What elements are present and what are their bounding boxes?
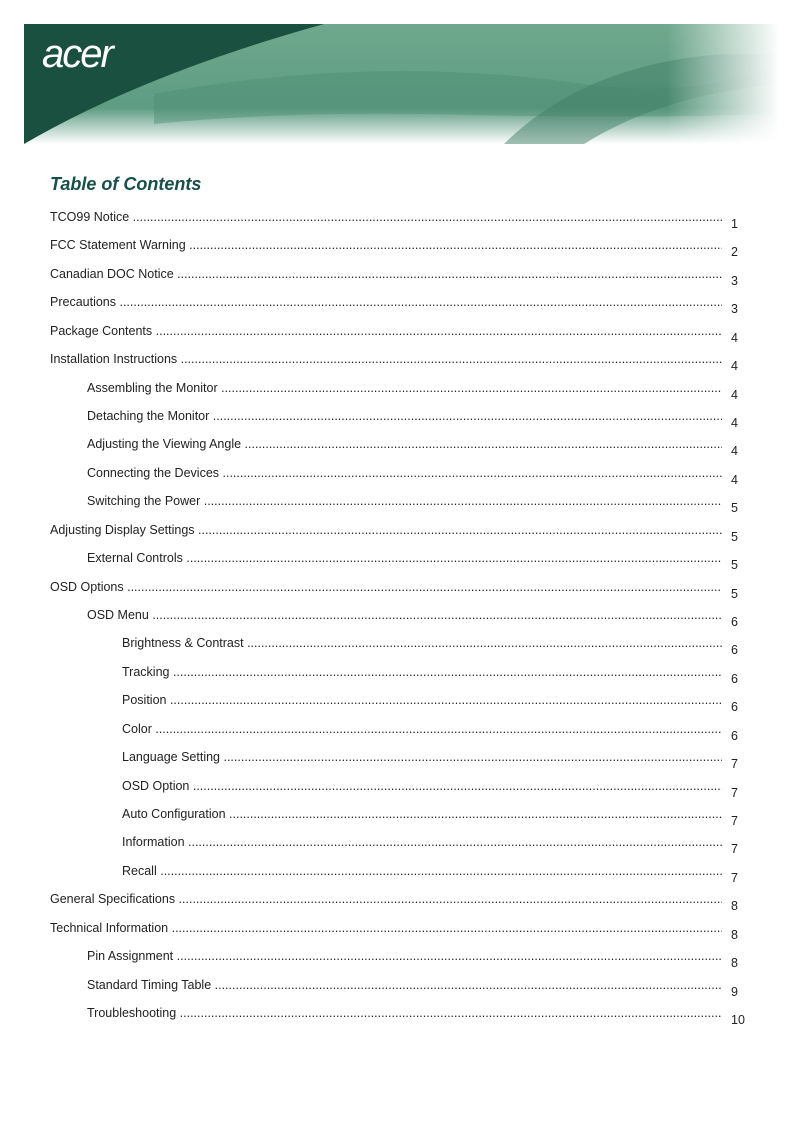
toc-entry[interactable] xyxy=(0,466,802,486)
toc-entry[interactable] xyxy=(0,978,802,998)
toc-entry[interactable] xyxy=(0,949,802,969)
toc-entry-label: Color ..... xyxy=(122,722,722,736)
toc-entry-label: Adjusting the Viewing Angle ..... xyxy=(87,437,722,451)
toc-entry-label: Adjusting Display Settings ..... xyxy=(50,523,722,537)
toc-entry-label: OSD Menu ..... xyxy=(87,608,722,622)
toc-entry-label: Pin Assignment ..... xyxy=(87,949,722,963)
toc-entry-page: 6 xyxy=(731,643,738,658)
toc-entry[interactable] xyxy=(0,921,802,941)
toc-entry-page: 7 xyxy=(731,785,738,800)
toc-entry-page: 3 xyxy=(731,273,738,288)
header-banner xyxy=(24,24,780,144)
toc-entry-page: 7 xyxy=(731,814,738,829)
toc-entry-label: Standard Timing Table ..... xyxy=(87,978,722,992)
toc-entry[interactable] xyxy=(0,835,802,855)
toc-entry-page: 4 xyxy=(731,472,738,487)
toc-entry[interactable] xyxy=(0,807,802,827)
toc-entry[interactable] xyxy=(0,381,802,401)
toc-entry-page: 6 xyxy=(731,700,738,715)
toc-entry-page: 6 xyxy=(731,671,738,686)
toc-entry[interactable] xyxy=(0,722,802,742)
toc-entry-label: Detaching the Monitor ..... xyxy=(87,409,722,423)
toc-entry-page: 8 xyxy=(731,899,738,914)
toc-entry[interactable] xyxy=(0,779,802,799)
toc-entry-page: 6 xyxy=(731,615,738,630)
toc-entry[interactable] xyxy=(0,665,802,685)
toc-entry[interactable] xyxy=(0,210,802,230)
toc-entry-label: FCC Statement Warning ..... xyxy=(50,238,722,252)
toc-entry-page: 8 xyxy=(731,956,738,971)
toc-entry[interactable] xyxy=(0,352,802,372)
toc-entry-label: Assembling the Monitor ..... xyxy=(87,381,722,395)
toc-entry-page: 5 xyxy=(731,558,738,573)
toc-entry-page: 1 xyxy=(731,217,738,231)
toc-entry-label: Information ..... xyxy=(122,835,722,849)
toc-entry[interactable] xyxy=(0,295,802,315)
toc-entry-page: 4 xyxy=(731,359,738,374)
toc-entry[interactable] xyxy=(0,551,802,571)
toc-entry-page: 5 xyxy=(731,529,738,544)
toc-entry-label: Canadian DOC Notice ..... xyxy=(50,267,722,281)
toc-entry[interactable] xyxy=(0,892,802,912)
toc-entry-page: 5 xyxy=(731,501,738,516)
toc-entry-label: Switching the Power ..... xyxy=(87,494,722,508)
toc-entry-label: OSD Options ..... xyxy=(50,580,722,594)
toc-entry-label: Troubleshooting ..... xyxy=(87,1006,722,1020)
toc-entry[interactable] xyxy=(0,409,802,429)
toc-entry-page: 9 xyxy=(731,984,738,999)
toc-entry-label: Brightness & Contrast ..... xyxy=(122,636,722,650)
toc-entry[interactable] xyxy=(0,1006,802,1026)
acer-logo: acer xyxy=(42,32,112,76)
toc-entry-page: 4 xyxy=(731,330,738,345)
toc-entry-page: 4 xyxy=(731,387,738,402)
page-title: Table of Contents xyxy=(50,174,202,194)
toc-entry-page: 10 xyxy=(731,1013,745,1028)
toc-entry-label: OSD Option ..... xyxy=(122,779,722,793)
toc-entry[interactable] xyxy=(0,523,802,543)
toc-entry-label: Installation Instructions ..... xyxy=(50,352,722,366)
toc-entry[interactable] xyxy=(0,580,802,600)
toc-entry-label: General Specifications ..... xyxy=(50,892,722,906)
toc-entry-label: Technical Information ..... xyxy=(50,921,722,935)
toc-entry-page: 4 xyxy=(731,444,738,459)
toc-entry[interactable] xyxy=(0,324,802,344)
toc-entry-page: 4 xyxy=(731,416,738,430)
toc-entry-page: 5 xyxy=(731,586,738,601)
toc-entry[interactable] xyxy=(0,750,802,770)
toc-entry-page: 3 xyxy=(731,302,738,317)
toc-entry-label: Recall ..... xyxy=(122,864,722,878)
toc-entry-page: 6 xyxy=(731,728,738,743)
toc-entry-page: 8 xyxy=(731,927,738,942)
toc-entry-label: TCO99 Notice ..... xyxy=(50,210,722,224)
toc-entry-label: Connecting the Devices ..... xyxy=(87,466,722,480)
toc-entry[interactable] xyxy=(0,864,802,884)
toc-entry-label: Auto Configuration ..... xyxy=(122,807,722,821)
toc-entry-page: 7 xyxy=(731,842,738,857)
toc-entry-label: External Controls ..... xyxy=(87,551,722,565)
toc-entry-label: Position ..... xyxy=(122,693,722,707)
toc-entry[interactable] xyxy=(0,238,802,258)
toc-entry-page: 7 xyxy=(731,757,738,772)
toc-entry[interactable] xyxy=(0,437,802,457)
toc-entry-label: Language Setting ..... xyxy=(122,750,722,764)
toc-entry-page: 7 xyxy=(731,870,738,885)
toc-entry-page: 2 xyxy=(731,245,738,260)
toc-entry[interactable] xyxy=(0,494,802,514)
toc-entry[interactable] xyxy=(0,636,802,656)
toc-entry-label: Package Contents ..... xyxy=(50,324,722,338)
toc-entry-label: Tracking ..... xyxy=(122,665,722,679)
toc-entry[interactable] xyxy=(0,267,802,287)
toc-entry[interactable] xyxy=(0,693,802,713)
toc-entry-label: Precautions ..... xyxy=(50,295,722,309)
toc-entry[interactable] xyxy=(0,608,802,628)
